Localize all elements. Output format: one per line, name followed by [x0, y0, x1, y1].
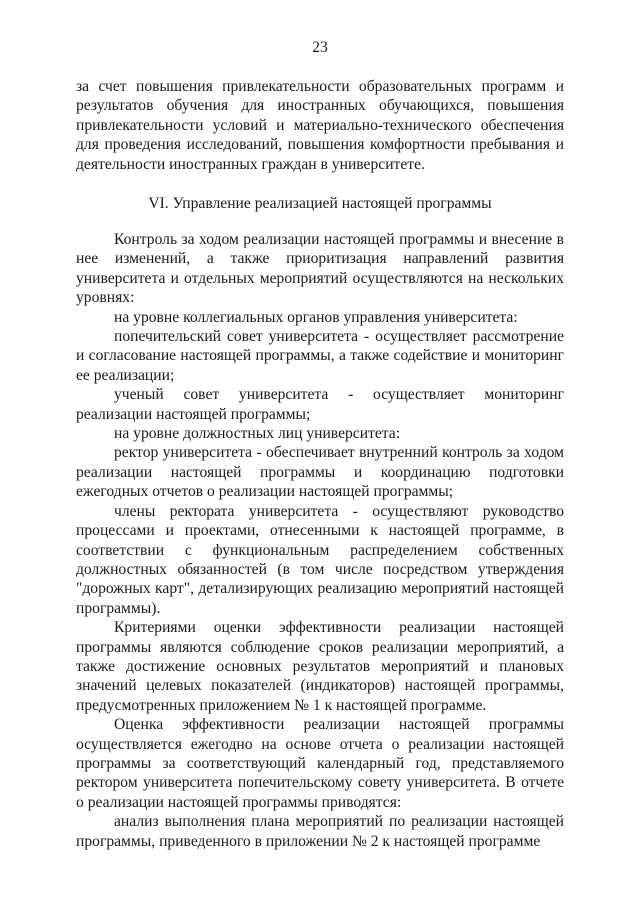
intro-block: [76, 77, 564, 174]
paragraph-rector: ректор университета - обеспечивает внутренний контроль за ходом реализации настоящей программы и координацию подготовки ежегодных отчетов о реализации настоящей программы;: [76, 444, 564, 501]
paragraph-collegial-level: на уровне коллегиальных органов управления университета:: [114, 308, 518, 326]
paragraph-efficiency-evaluation: Оценка эффективности реализации настоящей программы осуществляется ежегодно на основе отчета о реализации настоящей программы за соответствующий календарный год, представляемого ректором университета попечительскому совету университета. В отчете о реализации настоящей программы приводятся:: [76, 716, 564, 811]
paragraph-academic-council: ученый совет университета - осуществляет мониторинг реализации настоящей программы;: [76, 386, 564, 423]
paragraph-board-of-trustees: попечительский совет университета - осуществляет рассмотрение и согласование настоящей программы, а также содействие и мониторинг ее реализации;: [76, 328, 564, 384]
section-body: [76, 230, 564, 851]
page-number: 23: [312, 39, 328, 56]
paragraph-officials-level: на уровне должностных лиц университета:: [114, 425, 401, 443]
intro-paragraph: за счет повышения привлекательности образовательных программ и результатов обучения для иностранных обучающихся, повышения привлекательности условий и материально-технического обеспечения для проведения исследований, повышения комфортности пребывания и деятельности иностранных граждан в университете.: [76, 78, 564, 173]
paragraph-efficiency-criteria: Критериями оценки эффективности реализации настоящей программы являются соблюдение сроков реализации мероприятий, а также достижение основных результатов мероприятий и плановых значений целевых показателей (индикаторов) настоящей программы, предусмотренных приложением № 1 к настоящей программе.: [76, 619, 564, 714]
section-heading: VI. Управление реализацией настоящей программы: [148, 195, 492, 212]
paragraph-rectorate-members: члены ректората университета - осуществляют руководство процессами и проектами, отнесенными к настоящей программе, в соответствии с функциональным распределением собственных должностных обязанностей (в том числе посредством утверждения "дорожных карт", детализирующих реализацию мероприятий настоящей программы).: [76, 502, 564, 617]
paragraph-control-levels: Контроль за ходом реализации настоящей программы и внесение в нее изменений, а также приоритизация направлений развития университета и отдельных мероприятий осуществляются на нескольких уровнях:: [76, 231, 564, 307]
heading-block: [76, 194, 564, 213]
paragraph-plan-analysis: анализ выполнения плана мероприятий по реализации настоящей программы, приведенного в приложении № 2 к настоящей программе: [76, 813, 564, 850]
